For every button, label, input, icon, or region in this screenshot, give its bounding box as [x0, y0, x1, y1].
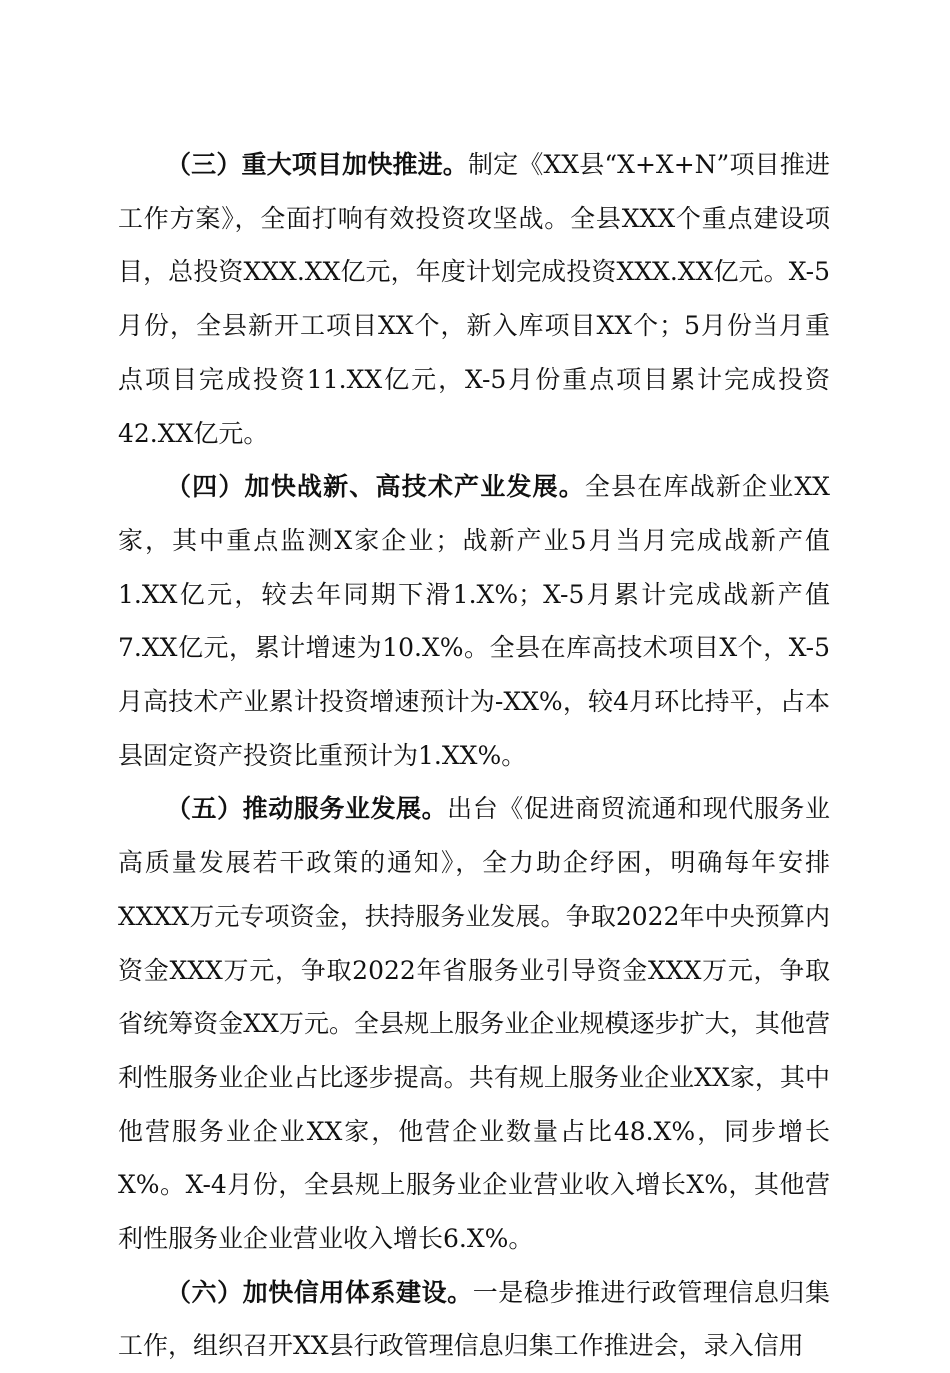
paragraph-heading: （四）加快战新、高技术产业发展。: [166, 472, 585, 502]
paragraph-heading: （三）重大项目加快推进。: [166, 150, 468, 179]
paragraph-text: 制定《XX县“X+X+N”项目推进工作方案》，全面打响有效投资攻坚战。全县XXX个重点建设项目，总投资XXX.XX亿元，年度计划完成投资XXX.XX亿元。X-5月份，全县新开工项目XX个，新入库项目XX个；5月份当月重点项目完成投资11.XX亿元，X-5月份重点项目累计完成投资42.XX亿元。: [118, 150, 830, 448]
paragraph-credit-system: [118, 1266, 830, 1373]
paragraph-text: 出台《促进商贸流通和现代服务业高质量发展若干政策的通知》，全力助企纾困，明确每年安排XXXX万元专项资金，扶持服务业发展。争取2022年中央预算内资金XXX万元，争取2022年省服务业引导资金XXX万元，争取省统筹资金XX万元。全县规上服务业企业规模逐步扩大，其他营利性服务业企业占比逐步提高。共有规上服务业企业XX家，其中他营服务业企业XX家，他营企业数量占比48.X%，同步增长X%。X-4月份，全县规上服务业企业营业收入增长X%，其他营利性服务业企业营业收入增长6.X%。: [118, 794, 830, 1254]
paragraph-service-industry: [118, 782, 830, 1265]
paragraph-emerging-industries: [118, 460, 830, 782]
paragraph-text: 一是稳步推进行政管理信息归集工作，组织召开XX县行政管理信息归集工作推进会，录入信用: [118, 1277, 830, 1361]
paragraph-text: 全县在库战新企业XX家，其中重点监测X家企业；战新产业5月当月完成战新产值1.XX亿元，较去年同期下滑1.X%；X-5月累计完成战新产值7.XX亿元，累计增速为10.X%。全县在库高技术项目X个，X-5月高技术产业累计投资增速预计为-XX%，较4月环比持平，占本县固定资产投资比重预计为1.XX%。: [118, 472, 830, 770]
document-body: [118, 138, 830, 1373]
paragraph-heading: （五）推动服务业发展。: [166, 794, 448, 824]
paragraph-major-projects: [118, 138, 830, 460]
paragraph-heading: （六）加快信用体系建设。: [166, 1277, 473, 1307]
